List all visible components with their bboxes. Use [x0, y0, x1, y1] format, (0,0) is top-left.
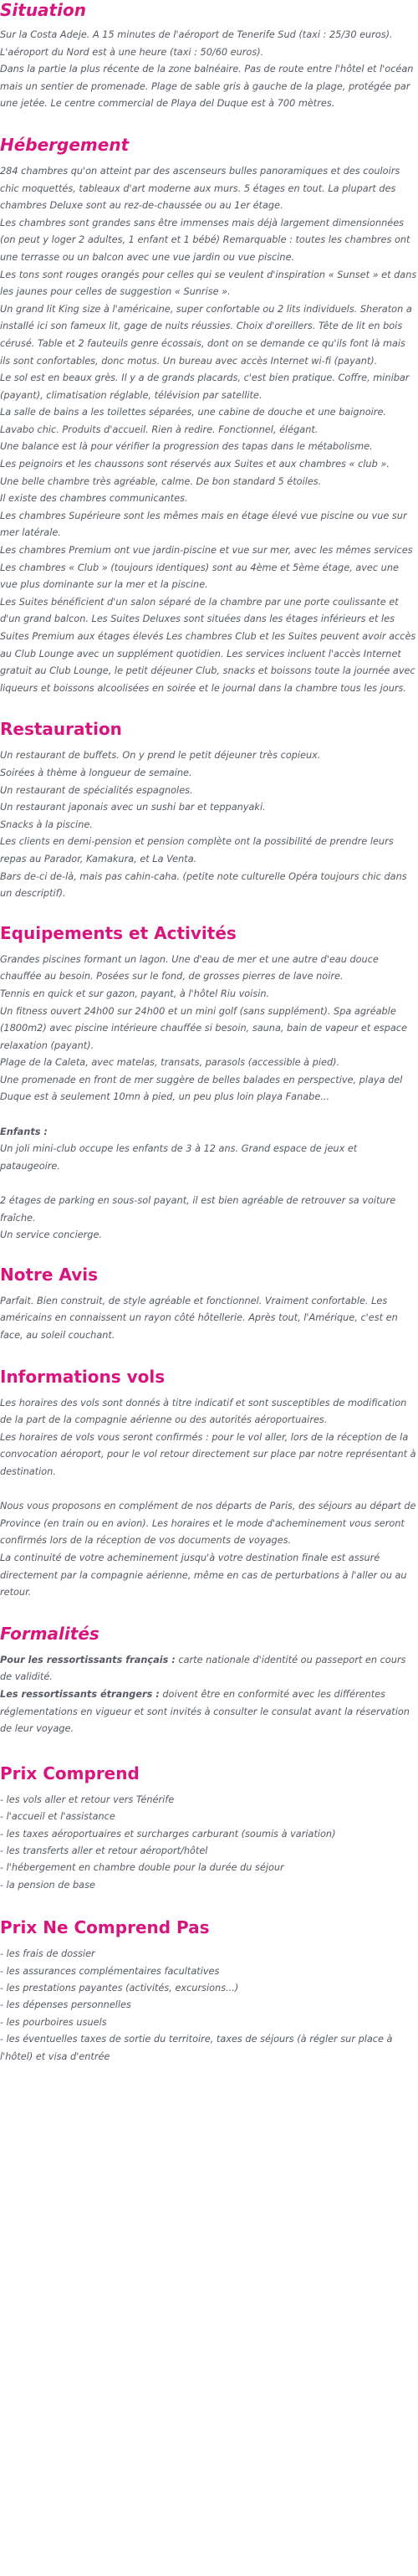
paragraph: Un grand lit King size à l'américaine, super confortable ou 2 lits individuels. Sheraton a installé ici son fameux lit, gage de nuits réussies. Choix d'oreillers. Tête de lit en bois cérusé. Table et 2 fauteuils genre écossais, dont on se demande ce qu'ils font là mais ils sont confortables, donc motus. Un bureau avec accès Internet wi-fi (payant).: [0, 303, 412, 367]
formalites-etr-text: doivent être en conformité avec les différentes réglementations en vigueur et sont invités à consulter le consulat avant la réservation de leur voyage.: [0, 1688, 410, 1735]
situation-body: [0, 27, 418, 113]
prix-comprend-list: [0, 1792, 418, 1894]
section-vols: [0, 1367, 418, 1602]
paragraph: Un restaurant de spécialités espagnoles.: [0, 784, 193, 796]
paragraph: Parfait. Bien construit, de style agréable et fonctionnel. Vraiment confortable. Les américains en connaissent un rayon côté hôtellerie. Après tout, l'Amérique, c'est en face, au soleil couchant.: [0, 1295, 398, 1341]
paragraph: Un fitness ouvert 24h00 sur 24h00 et un mini golf (sans supplément). Spa agréable (1800m2) avec piscine intérieure chauffée si besoin, sauna, bain de vapeur et espace relaxation (payant).: [0, 1005, 407, 1051]
paragraph: Le sol est en beaux grès. Il y a de grands placards, c'est bien pratique. Coffre, minibar (payant), climatisation réglable, télévision par satellite.: [0, 372, 410, 401]
formalites-fr-text: carte nationale d'identité ou passeport en cours de validité.: [0, 1654, 406, 1683]
list-item: - les assurances complémentaires facultatives: [0, 1965, 220, 1977]
paragraph: Les chambres sont grandes sans être immenses mais déjà largement dimensionnées (on peut y loger 2 adultes, 1 enfant et 1 bébé) Remarquable : toutes les chambres ont une terrasse ou un balcon avec une vue jardin ou vue piscine.: [0, 217, 410, 263]
paragraph: Tennis en quick et sur gazon, payant, à l'hôtel Riu voisin.: [0, 988, 270, 999]
avis-body: [0, 1293, 418, 1345]
enfants-label: [0, 1124, 418, 1142]
heading-prix-ne-comprend: Prix Ne Comprend Pas: [0, 1917, 210, 1938]
section-prix-ne-comprend: [0, 1917, 418, 2065]
paragraph: Plage de la Caleta, avec matelas, transats, parasols (accessible à pied).: [0, 1057, 340, 1069]
heading-hebergement: Hébergement: [0, 134, 130, 155]
section-hebergement: [0, 135, 418, 697]
paragraph: Les peignoirs et les chaussons sont réservés aux Suites et aux chambres « club ».: [0, 459, 390, 470]
enfants-label-text: Enfants :: [0, 1126, 48, 1137]
heading-formalites: Formalités: [0, 1623, 99, 1644]
section-prix-comprend: [0, 1763, 418, 1894]
paragraph: Un service concierge.: [0, 1229, 103, 1241]
list-item: - l'accueil et l'assistance: [0, 1811, 115, 1823]
list-item: - les taxes aéroportuaires et surcharges carburant (soumis à variation): [0, 1828, 336, 1840]
section-avis: [0, 1265, 418, 1345]
paragraph: Dans la partie la plus récente de la zone balnéaire. Pas de route entre l'hôtel et l'océan mais un sentier de promenade. Plage de sable gris à gauche de la plage, protégée par une jetée. Le centre commercial de Playa del Duque est à 700 mètres.: [0, 64, 414, 110]
paragraph: La continuité de votre acheminement jusqu'à votre destination finale est assuré directement par la compagnie aérienne, même en cas de perturbations à l'aller ou au retour.: [0, 1552, 407, 1598]
list-item: - les frais de dossier: [0, 1948, 95, 1960]
section-formalites: [0, 1624, 418, 1738]
spacer: [0, 1481, 418, 1499]
equipements-body: [0, 952, 418, 1244]
heading-prix-comprend: Prix Comprend: [0, 1763, 140, 1783]
heading-avis: Notre Avis: [0, 1264, 98, 1285]
paragraph: 2 étages de parking en sous-sol payant, il est bien agréable de retrouver sa voiture fraîche.: [0, 1195, 396, 1224]
paragraph: Sur la Costa Adeje. A 15 minutes de l'aéroport de Tenerife Sud (taxi : 25/30 euros). L'aéroport du Nord est à une heure (taxi : 50/60 euros).: [0, 29, 393, 58]
list-item: - les vols aller et retour vers Ténérife: [0, 1793, 175, 1805]
paragraph: Un joli mini-club occupe les enfants de 3 à 12 ans. Grand espace de jeux et pataugeoire.: [0, 1143, 358, 1172]
paragraph: [0, 1652, 418, 1686]
paragraph: Une belle chambre très agréable, calme. De bon standard 5 étoiles.: [0, 475, 322, 487]
paragraph: Soirées à thème à longueur de semaine.: [0, 767, 192, 778]
paragraph: Les chambres « Club » (toujours identiques) sont au 4ème et 5ème étage, avec une vue plus dominante sur la mer et la piscine.: [0, 562, 399, 591]
list-item: - les pourboires usuels: [0, 2016, 107, 2028]
paragraph: Un restaurant de buffets. On y prend le petit déjeuner très copieux.: [0, 750, 321, 762]
list-item: - les éventuelles taxes de sortie du territoire, taxes de séjours (à régler sur place à l'hôtel) et visa d'entrée: [0, 2034, 393, 2062]
paragraph: Les horaires de vols vous seront confirmés : pour le vol aller, lors de la réception de la convocation aéroport, pour le vol retour directement sur place par notre représentant à destination.: [0, 1431, 416, 1477]
paragraph: Les Suites bénéficient d'un salon séparé de la chambre par une porte coulissante et d'un grand balcon. Les Suites Deluxes sont situées dans les étages inférieurs et les Suites Premium aux étages élevés Les chambres Club et les Suites peuvent avoir accès au Club Lounge avec un supplément quotidien. Les services incluent l'accès Internet gratuit au Club Lounge, le petit déjeuner Club, snacks et boissons toute la journée avec liqueurs et boissons alcoolisées en soirée et le journal dans la chambre tous les jours.: [0, 596, 416, 694]
paragraph: Les tons sont rouges orangés pour celles qui se veulent d'inspiration « Sunset » et dans les jaunes pour celles de suggestion « Sunrise ».: [0, 269, 417, 298]
formalites-etr-label: Les ressortissants étrangers :: [0, 1688, 160, 1700]
restauration-body: [0, 747, 418, 902]
paragraph: Les chambres Supérieure sont les mêmes mais en étage élevé vue piscine ou vue sur mer latérale.: [0, 510, 407, 539]
paragraph: Bars de-ci de-là, mais pas cahin-caha. (petite note culturelle Opéra toujours chic dans un descriptif).: [0, 870, 407, 900]
list-item: - l'hébergement en chambre double pour la durée du séjour: [0, 1862, 284, 1874]
heading-restauration: Restauration: [0, 719, 122, 740]
list-item: - les transferts aller et retour aéroport/hôtel: [0, 1845, 208, 1856]
paragraph: Les horaires des vols sont donnés à titre indicatif et sont susceptibles de modification de la part de la compagnie aérienne ou des autorités aéroportuaires.: [0, 1397, 407, 1426]
prix-ne-comprend-list: [0, 1946, 418, 2065]
paragraph: Les chambres Premium ont vue jardin-piscine et vue sur mer, avec les mêmes services: [0, 545, 413, 557]
heading-vols: Informations vols: [0, 1366, 166, 1387]
heading-situation: Situation: [0, 0, 86, 20]
list-item: - les dépenses personnelles: [0, 1999, 131, 2011]
list-item: - la pension de base: [0, 1879, 95, 1891]
paragraph: Nous vous proposons en complément de nos départs de Paris, des séjours au départ de Province (en train ou en avion). Les horaires et le mode d'acheminement vous seront confirmés lors de la réception de vos documents de voyages.: [0, 1501, 416, 1547]
paragraph: [0, 1686, 418, 1738]
section-equipements: [0, 923, 418, 1244]
paragraph: 284 chambres qu'on atteint par des ascenseurs bulles panoramiques et des couloirs chic moquettés, tableaux d'art moderne aux murs. 5 étages en tout. La plupart des chambres Deluxe sont au rez-de-chaussée ou au 1er étage.: [0, 165, 400, 212]
spacer: [0, 1106, 418, 1124]
paragraph: Il existe des chambres communicantes.: [0, 493, 188, 505]
list-item: - les prestations payantes (activités, excursions...): [0, 1982, 239, 1994]
section-restauration: [0, 719, 418, 902]
heading-equipements: Equipements et Activités: [0, 922, 237, 943]
paragraph: Grandes piscines formant un lagon. Une d'eau de mer et une autre d'eau douce chauffée au besoin. Posées sur le fond, de grosses pierres de lave noire.: [0, 953, 379, 983]
section-situation: [0, 0, 418, 113]
hebergement-body: [0, 163, 418, 697]
vols-body: [0, 1395, 418, 1602]
paragraph: La salle de bains a les toilettes séparées, une cabine de douche et une baignoire. Lavabo chic. Produits d'accueil. Rien à redire. Fonctionnel, élégant.: [0, 407, 386, 435]
spacer: [0, 1175, 418, 1193]
paragraph: Un restaurant japonais avec un sushi bar et teppanyaki.: [0, 802, 266, 813]
paragraph: Une balance est là pour vérifier la progression des tapas dans le métabolisme.: [0, 441, 373, 453]
paragraph: Snacks à la piscine.: [0, 818, 93, 830]
paragraph: Les clients en demi-pension et pension complète ont la possibilité de prendre leurs repas au Parador, Kamakura, et La Venta.: [0, 836, 394, 865]
formalites-fr-label: Pour les ressortissants français :: [0, 1654, 176, 1665]
formalites-body: [0, 1652, 418, 1738]
paragraph: Une promenade en front de mer suggère de belles balades en perspective, playa del Duque est à seulement 10mn à pied, un peu plus loin playa Fanabe...: [0, 1074, 403, 1103]
